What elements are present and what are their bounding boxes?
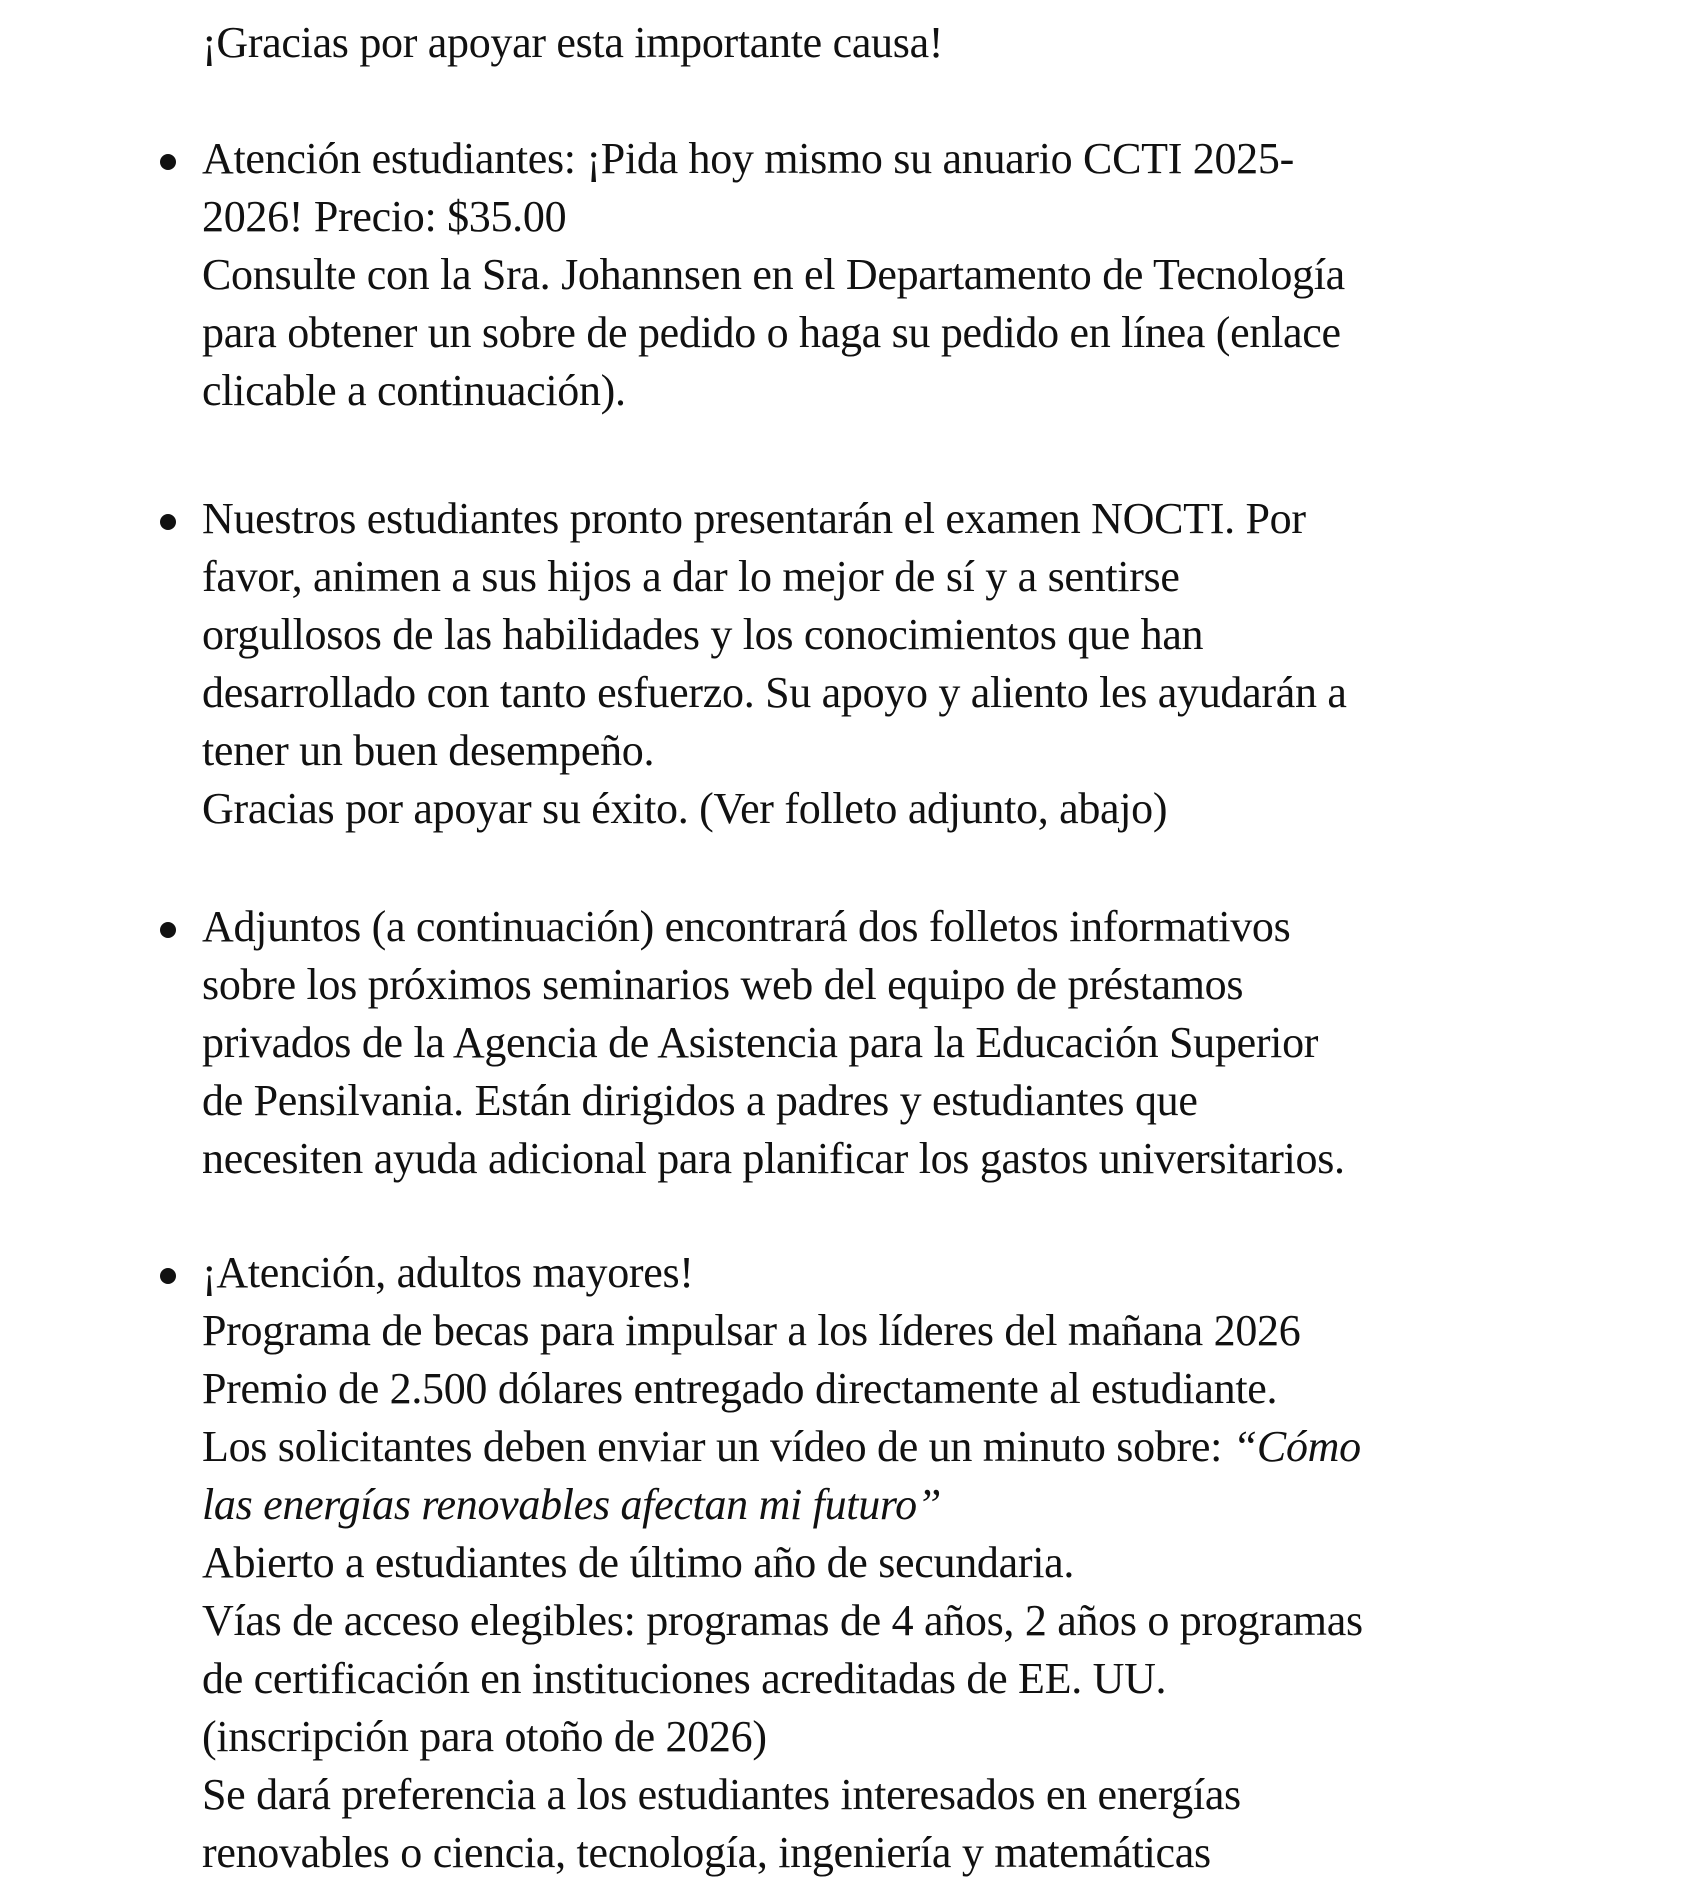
item-line: para obtener un sobre de pedido o haga su pedido en línea (enlace <box>202 308 1341 357</box>
item-line: privados de la Agencia de Asistencia para la Educación Superior <box>202 1018 1319 1067</box>
item-line: Consulte con la Sra. Johannsen en el Departamento de Tecnología <box>202 250 1345 299</box>
item-line: clicable a continuación). <box>202 366 626 415</box>
item-line: necesiten ayuda adicional para planificar los gastos universitarios. <box>202 1134 1345 1183</box>
item-line: ¡Atención, adultos mayores! <box>202 1248 694 1297</box>
bullet-icon <box>160 154 176 170</box>
item-line: orgullosos de las habilidades y los conocimientos que han <box>202 610 1204 659</box>
item-line: Premio de 2.500 dólares entregado directamente al estudiante. <box>202 1364 1278 1413</box>
item-line: de certificación en instituciones acreditadas de EE. UU. <box>202 1654 1167 1703</box>
bullet-icon <box>160 514 176 530</box>
item-line: (inscripción para otoño de 2026) <box>202 1712 767 1761</box>
item-line: de Pensilvania. Están dirigidos a padres y estudiantes que <box>202 1076 1198 1125</box>
item-line: Nuestros estudiantes pronto presentarán el examen NOCTI. Por <box>202 494 1306 543</box>
bullet-icon <box>160 922 176 938</box>
item-line: Vías de acceso elegibles: programas de 4 años, 2 años o programas <box>202 1596 1363 1645</box>
item-line: desarrollado con tanto esfuerzo. Su apoyo y aliento les ayudarán a <box>202 668 1347 717</box>
item-line: Adjuntos (a continuación) encontrará dos folletos informativos <box>202 902 1291 951</box>
item-line: sobre los próximos seminarios web del equipo de préstamos <box>202 960 1244 1009</box>
item-line: Se dará preferencia a los estudiantes interesados en energías <box>202 1770 1241 1819</box>
list-item-nocti <box>202 490 1642 838</box>
video-topic-start: “Cómo <box>1232 1422 1361 1471</box>
thanks-line: ¡Gracias por apoyar esta importante causa! <box>202 18 944 67</box>
item-line <box>202 1418 1642 1476</box>
item-line: tener un buen desempeño. <box>202 726 655 775</box>
item-line: renovables o ciencia, tecnología, ingeniería y matemáticas <box>202 1828 1211 1877</box>
item-line: Gracias por apoyar su éxito. (Ver folleto adjunto, abajo) <box>202 784 1168 833</box>
item-line: Atención estudiantes: ¡Pida hoy mismo su anuario CCTI 2025- <box>202 134 1294 183</box>
bullet-icon <box>160 1268 176 1284</box>
item-line: Abierto a estudiantes de último año de secundaria. <box>202 1538 1075 1587</box>
item-line: favor, animen a sus hijos a dar lo mejor de sí y a sentirse <box>202 552 1180 601</box>
item-line: 2026! Precio: $35.00 <box>202 192 567 241</box>
list-item-webinars <box>202 898 1642 1188</box>
list-item-yearbook <box>202 130 1642 420</box>
video-topic-line: las energías renovables afectan mi futuro” <box>202 1480 941 1529</box>
list-item-scholarship <box>202 1244 1642 1882</box>
item-line-text: Los solicitantes deben enviar un vídeo de un minuto sobre: <box>202 1422 1233 1471</box>
item-line: Programa de becas para impulsar a los líderes del mañana 2026 <box>202 1306 1301 1355</box>
